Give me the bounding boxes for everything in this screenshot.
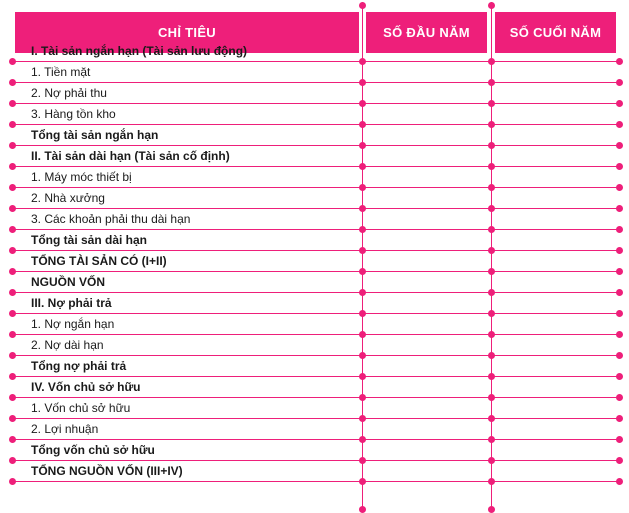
divider-dot [488,352,495,359]
divider-dot [488,310,495,317]
table-row [12,272,620,293]
column-header-so-cuoi-nam: SỐ CUỐI NĂM [495,12,616,53]
divider-dot [359,268,366,275]
divider-dot [488,415,495,422]
table-row [12,314,620,335]
table-row [12,62,620,83]
divider-dot [488,247,495,254]
table-row [12,398,620,419]
row-label: 2. Nợ dài hạn [31,338,104,352]
table-row [12,167,620,188]
table-row [12,419,620,440]
row-label: I. Tài sản ngắn hạn (Tài sản lưu động) [31,44,248,58]
divider-dot [359,457,366,464]
row-label: 2. Nợ phải thu [31,86,107,100]
row-dot [616,478,623,485]
divider-dot [488,142,495,149]
row-label: TỔNG NGUỒN VỐN (III+IV) [31,464,183,478]
divider-dot [359,247,366,254]
row-label: Tổng nợ phải trả [31,359,127,373]
table-row [12,230,620,251]
divider-dot [359,58,366,65]
divider-dot [359,394,366,401]
row-label: NGUỒN VỐN [31,275,106,289]
divider-dot [359,506,366,513]
table-row [12,83,620,104]
divider-dot [359,121,366,128]
row-label: 1. Vốn chủ sở hữu [31,401,131,415]
divider-dot [488,79,495,86]
table-row [12,104,620,125]
row-label: 3. Hàng tồn kho [31,107,116,121]
divider-dot [359,205,366,212]
table-row [12,356,620,377]
row-label: 1. Nợ ngắn hạn [31,317,115,331]
row-label: Tổng tài sản dài hạn [31,233,148,247]
table-row [12,461,620,482]
table-row [12,188,620,209]
divider-dot [359,289,366,296]
divider-dot [488,436,495,443]
column-header-so-dau-nam: SỐ ĐẦU NĂM [366,12,487,53]
divider-dot [488,205,495,212]
divider-dot [359,331,366,338]
table-row [12,146,620,167]
divider-dot [488,2,495,9]
divider-dot [359,478,366,485]
column-header-chi-tieu: CHỈ TIÊU [15,12,359,53]
divider-dot [359,415,366,422]
divider-dot [359,2,366,9]
table-row [12,251,620,272]
table-row [12,335,620,356]
row-label: 2. Lợi nhuận [31,422,99,436]
row-label: IV. Vốn chủ sở hữu [31,380,141,394]
divider-dot [488,100,495,107]
divider-dot [488,121,495,128]
table-row [12,377,620,398]
row-label: 1. Máy móc thiết bị [31,170,132,184]
divider-dot [488,331,495,338]
row-label: II. Tài sản dài hạn (Tài sản cố định) [31,149,230,163]
row-label: Tổng tài sản ngắn hạn [31,128,159,142]
divider-dot [359,100,366,107]
divider-dot [359,226,366,233]
divider-dot [359,310,366,317]
divider-dot [488,478,495,485]
divider-dot [359,142,366,149]
row-label: 2. Nhà xưởng [31,191,105,205]
divider-dot [488,506,495,513]
divider-dot [488,163,495,170]
row-label: Tổng vốn chủ sở hữu [31,443,155,457]
row-label: 1. Tiền mặt [31,65,91,79]
divider-dot [488,373,495,380]
table-row [12,293,620,314]
row-dot [9,478,16,485]
divider-dot [488,457,495,464]
divider-dot [488,289,495,296]
divider-dot [359,436,366,443]
divider-dot [488,58,495,65]
table-row [12,41,620,62]
divider-dot [359,163,366,170]
divider-dot [488,394,495,401]
divider-dot [488,184,495,191]
divider-dot [359,184,366,191]
divider-dot [359,79,366,86]
row-label: III. Nợ phải trả [31,296,112,310]
divider-dot [488,268,495,275]
divider-dot [488,226,495,233]
divider-dot [359,352,366,359]
row-label: 3. Các khoản phải thu dài hạn [31,212,191,226]
row-label: TỔNG TÀI SẢN CÓ (I+II) [31,254,167,268]
table-row [12,125,620,146]
table-row [12,209,620,230]
divider-dot [359,373,366,380]
table-row [12,440,620,461]
